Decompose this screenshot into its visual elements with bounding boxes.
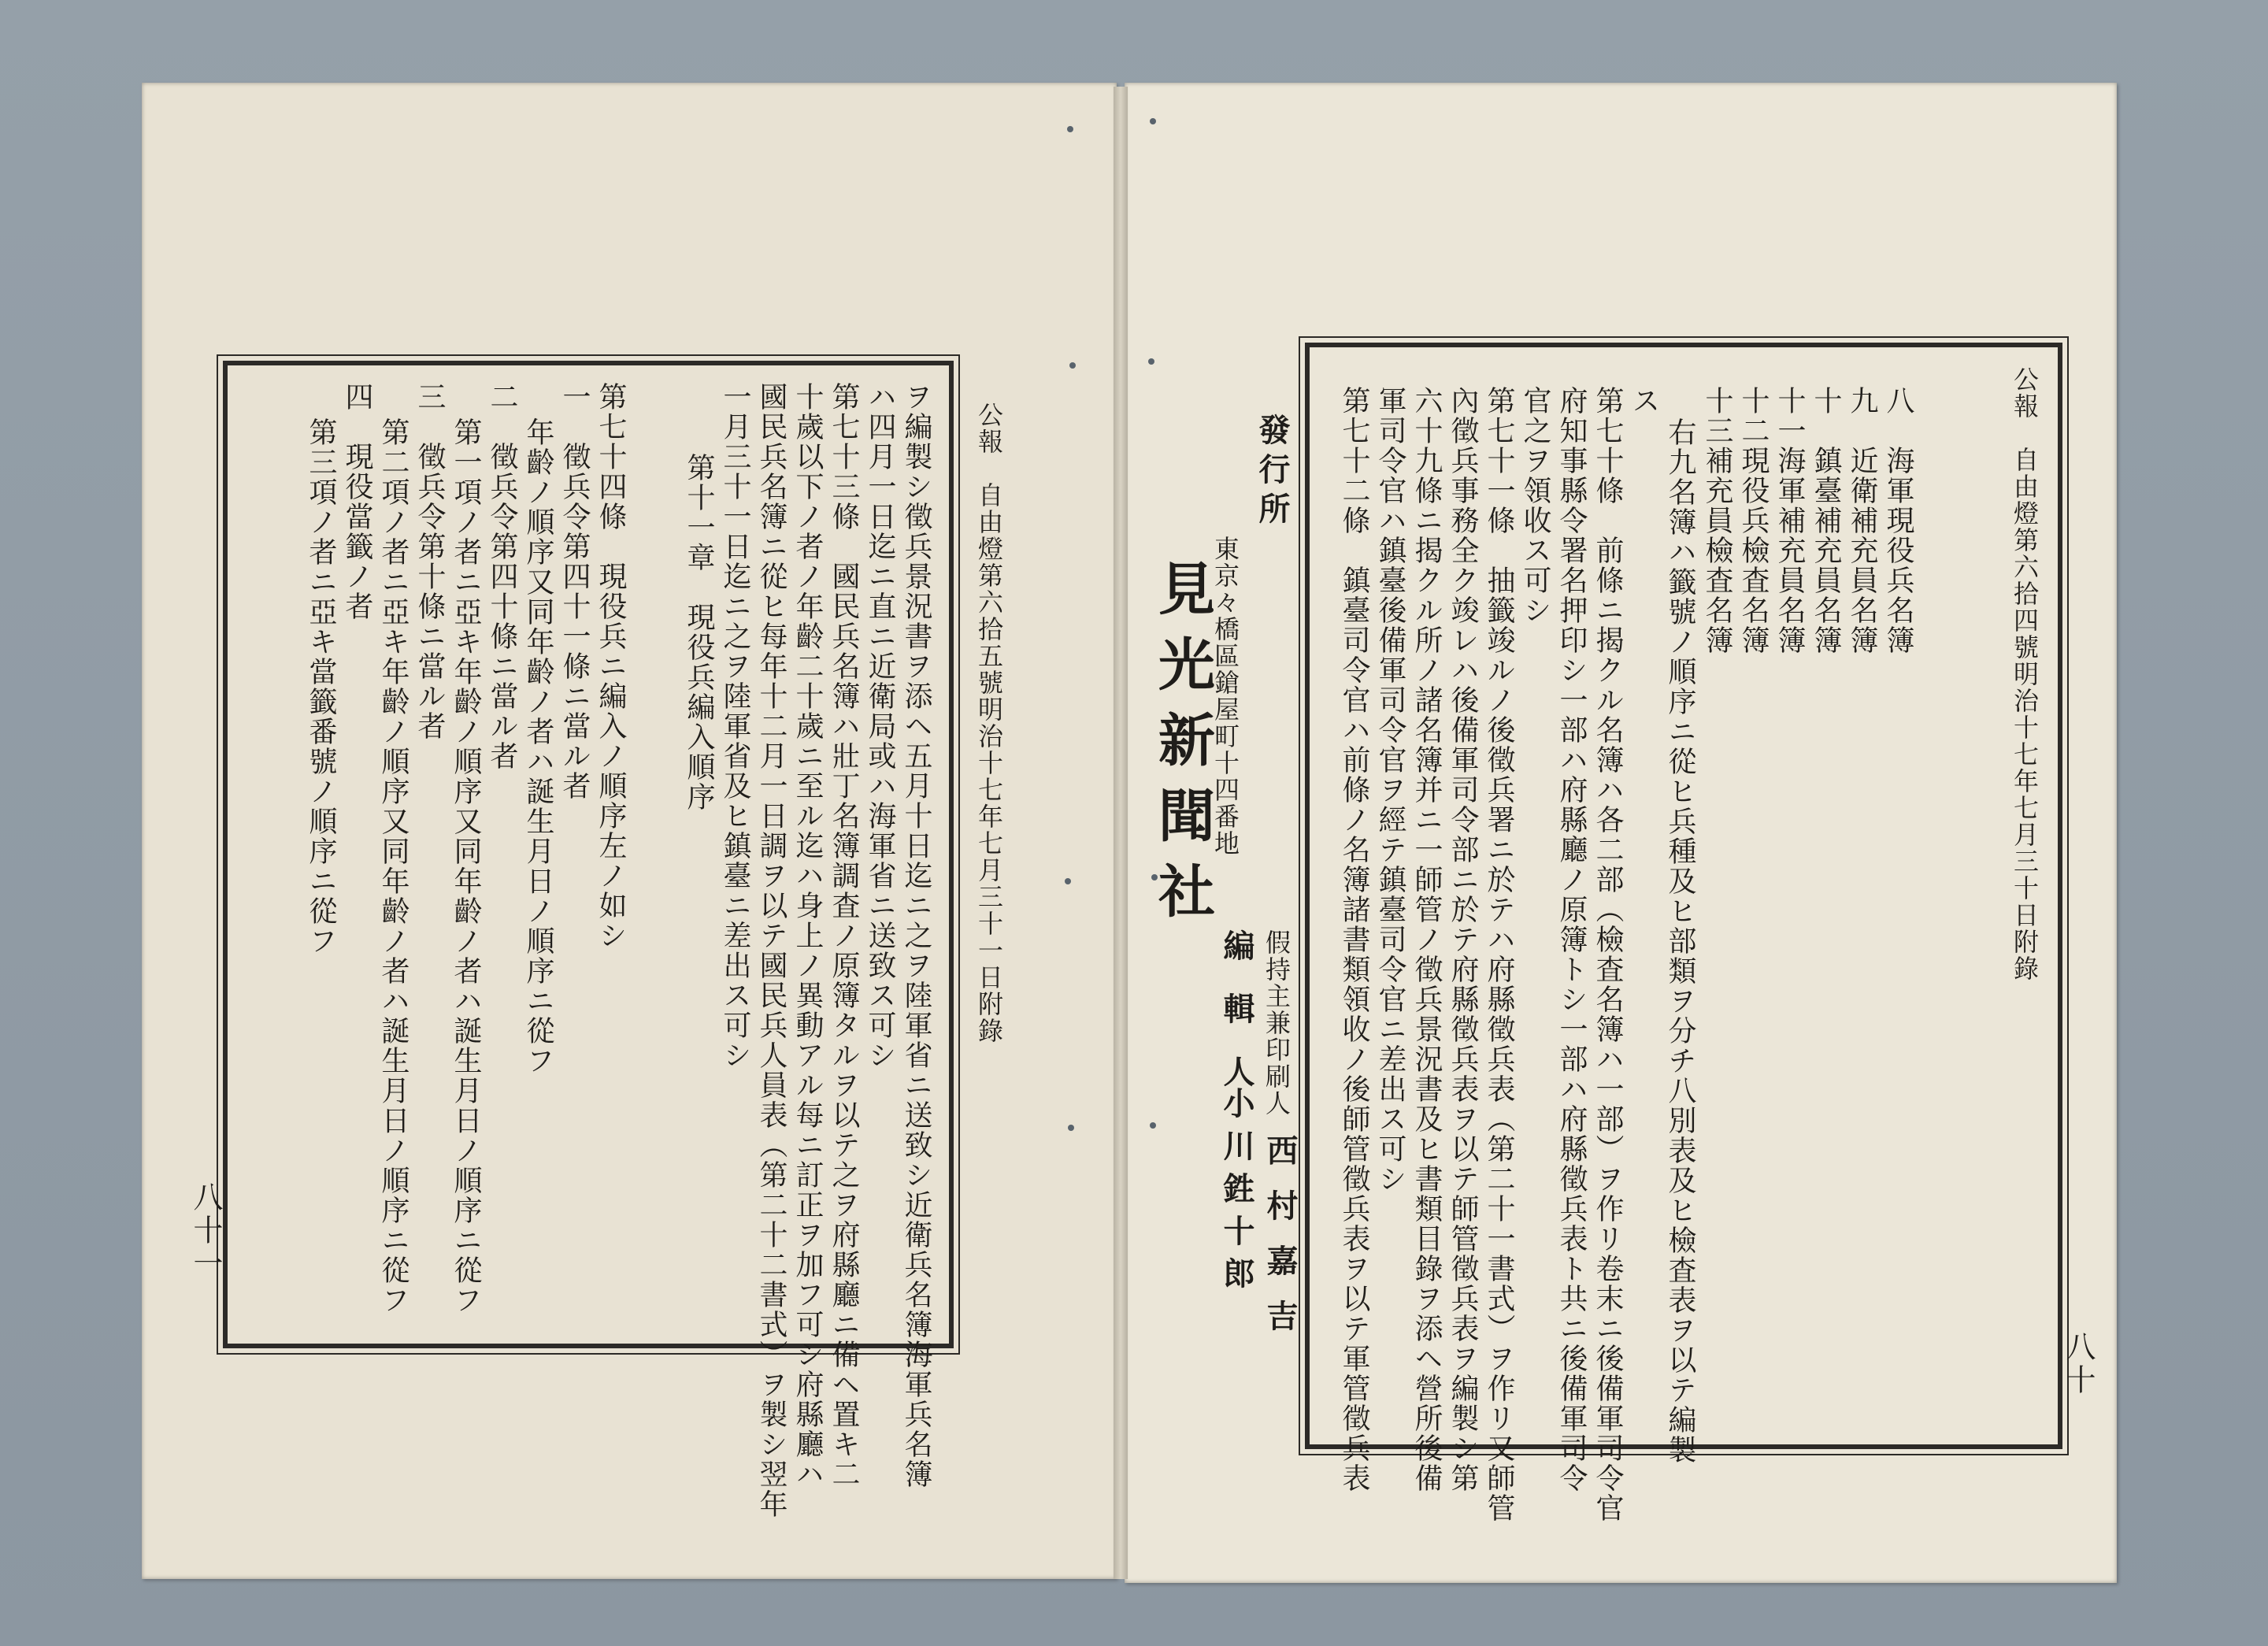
paragraph-line: ス	[1628, 386, 1660, 416]
list-item: 九 近衛補充員名簿	[1846, 386, 1878, 655]
list-item: 八 海軍現役兵名簿	[1882, 386, 1914, 655]
text-line: ヲ編製シ徵兵景況書ヲ添ヘ五月十日迄ニ之ヲ陸軍省ニ送致シ近衛兵名簿海軍兵名簿	[900, 382, 932, 1489]
left-running-head: 公報 自由燈第六拾五號明治十七年七月三十一日附錄	[974, 402, 1004, 1044]
paragraph-line: 第七十條 前條ニ揭クル名簿ハ各二部（檢査名簿ハ一部）ヲ作リ卷末ニ後備軍司令官	[1592, 386, 1624, 1523]
paragraph-line: 六十九條ニ揭クル所ノ諸名簿并ニ一師管ノ徵兵景況書及ヒ書類目錄ヲ添ヘ營所後備	[1410, 386, 1443, 1493]
list-item: 十二現役兵檢査名簿	[1737, 386, 1770, 655]
binding-hole	[1067, 126, 1073, 132]
chapter-heading: 第十一章 現役兵編入順序	[683, 453, 715, 812]
binding-gutter	[1114, 87, 1128, 1579]
binding-hole	[1069, 362, 1076, 369]
paragraph-line: 軍司令官ハ鎮臺後備軍司令官ヲ經テ鎮臺司令官ニ差出ス可シ	[1374, 386, 1406, 1194]
printer-label: 假持主兼印刷人	[1262, 929, 1292, 1117]
publisher-office-label: 發行所	[1254, 413, 1291, 532]
text-line: 第一項ノ者ニ亞キ年齡ノ順序又同年齡ノ者ハ誕生月日ノ順序ニ從フ	[450, 417, 482, 1315]
paragraph-line: 府知事縣令署名押印シ一部ハ府縣廳ノ原簿トシ一部ハ府縣徵兵表ト共ニ後備軍司令	[1555, 386, 1588, 1493]
binding-hole	[1068, 1125, 1074, 1131]
text-line: 一月三十一日迄ニ之ヲ陸軍省及ヒ鎮臺ニ差出ス可シ	[719, 382, 751, 1070]
list-item: 十三補充員檢査名簿	[1701, 386, 1733, 655]
paragraph-line: 右九名簿ハ籤號ノ順序ニ從ヒ兵種及ヒ部類ヲ分チ八別表及ヒ檢査表ヲ以テ編製	[1664, 417, 1696, 1465]
text-line: ハ四月一日迄ニ直ニ近衛局或ハ海軍省ニ送致ス可シ	[864, 382, 896, 1070]
binding-hole	[1150, 118, 1156, 124]
printer-name: 西村嘉吉	[1262, 1134, 1299, 1355]
publisher-company: 見光新聞社	[1149, 559, 1216, 937]
text-line: 三 徵兵令第十條ニ當ル者	[413, 382, 446, 741]
editor-name: 小川鉎十郎	[1218, 1087, 1255, 1299]
paragraph-line: 第七十二條 鎮臺司令官ハ前條ノ名簿諸書類領收ノ後師管徵兵表ヲ以テ軍管徵兵表	[1338, 386, 1370, 1493]
text-line: 第七十三條 國民兵名簿ハ壯丁名簿調査ノ原簿タルヲ以テ之ヲ府縣廳ニ備ヘ置キ二	[828, 382, 860, 1489]
paragraph-line: 內徵兵事務全ク竣レハ後備軍司令部ニ於テ府縣徵兵表ヲ以テ師管徵兵表ヲ編製シ第	[1447, 386, 1479, 1493]
text-line: 二 徵兵令第四十條ニ當ル者	[486, 382, 518, 771]
text-line: 十歲以下ノ者ノ年齡二十歲ニ至ル迄ハ身上ノ異動アル每ニ訂正ヲ加フ可シ府縣廳ハ	[791, 382, 824, 1489]
text-line: 國民兵名簿ニ從ヒ每年十二月一日調ヲ以テ國民兵人員表（第二十二書式）ヲ製シ翌年	[755, 382, 788, 1519]
publisher-address: 東京々橋區鎗屋町十四番地	[1210, 536, 1240, 857]
left-page-number: 八十一	[188, 1181, 223, 1281]
text-line: 第三項ノ者ニ亞キ當籤番號ノ順序ニ從フ	[305, 417, 337, 956]
right-running-head: 公報 自由燈第六拾四號明治十七年七月三十日附錄	[2010, 366, 2040, 982]
text-line: 第七十四條 現役兵ニ編入ノ順序左ノ如シ	[595, 382, 627, 951]
paragraph-line: 官之ヲ領收ス可シ	[1519, 386, 1551, 625]
binding-hole	[1148, 358, 1154, 365]
text-line: 一 徵兵令第四十一條ニ當ル者	[558, 382, 591, 801]
binding-hole	[1150, 1122, 1156, 1129]
text-line: 第二項ノ者ニ亞キ年齡ノ順序又同年齡ノ者ハ誕生月日ノ順序ニ從フ	[377, 417, 410, 1315]
editor-label: 編輯人	[1218, 929, 1255, 1118]
binding-hole	[1065, 878, 1071, 884]
text-line: 年齡ノ順序又同年齡ノ者ハ誕生月日ノ順序ニ從フ	[522, 417, 554, 1076]
list-item: 十一海軍補充員名簿	[1773, 386, 1806, 655]
list-item: 十 鎮臺補充員名簿	[1810, 386, 1842, 655]
paragraph-line: 第七十一條 抽籤竣ルノ後徵兵署ニ於テハ府縣徵兵表（第二十一書式）ヲ作リ又師管	[1483, 386, 1515, 1523]
text-line: 四 現役當籤ノ者	[341, 382, 373, 621]
right-page-number: 八十	[2061, 1331, 2096, 1397]
